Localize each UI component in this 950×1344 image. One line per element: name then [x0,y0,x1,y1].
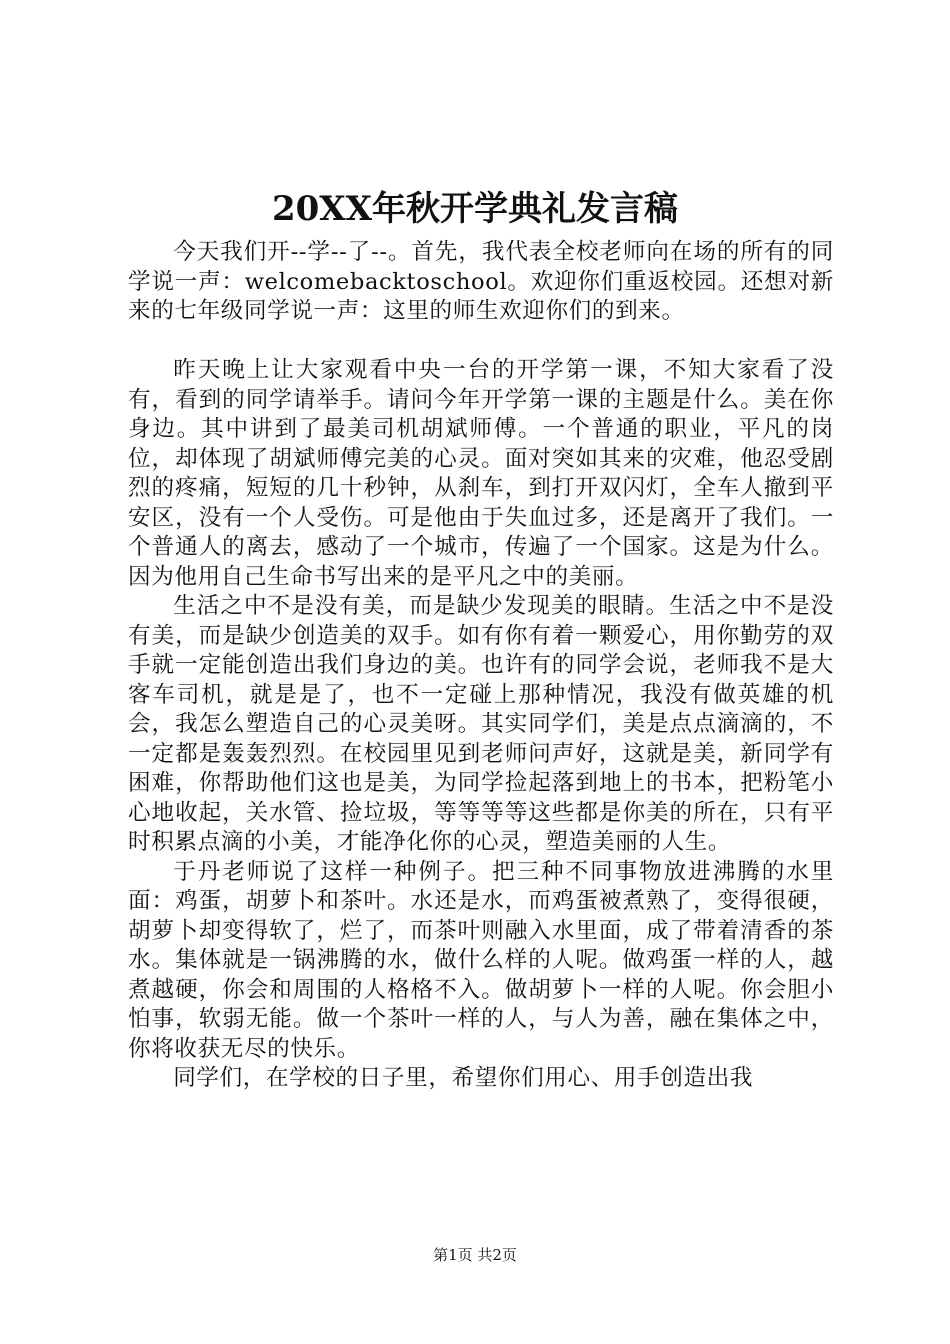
paragraph-3: 生活之中不是没有美，而是缺少发现美的眼睛。生活之中不是没有美，而是缺少创造美的双手。如有你有着一颗爱心，用你勤劳的双手就一定能创造出我们身边的美。也许有的同学会说，老师我不是大客车司机，就是是了，也不一定碰上那种情况，我没有做英雄的机会，我怎么塑造自己的心灵美呀。其实同学们，美是点点滴滴的，不一定都是轰轰烈烈。在校园里见到老师问声好，这就是美，新同学有困难，你帮助他们这也是美，为同学捡起落到地上的书本，把粉笔小心地收起，关水管、捡垃圾，等等等等这些都是你美的所在，只有平时积累点滴的小美，才能净化你的心灵，塑造美丽的人生。 [128,593,834,855]
paragraph-4: 于丹老师说了这样一种例子。把三种不同事物放进沸腾的水里面：鸡蛋，胡萝卜和茶叶。水还是水，而鸡蛋被煮熟了，变得很硬，胡萝卜却变得软了，烂了，而茶叶则融入水里面，成了带着清香的茶水。集体就是一锅沸腾的水，做什么样的人呢。做鸡蛋一样的人，越煮越硬，你会和周围的人格格不入。做胡萝卜一样的人呢。你会胆小怕事，软弱无能。做一个茶叶一样的人，与人为善，融在集体之中，你将收获无尽的快乐。 [128,858,834,1062]
paragraph-1: 今天我们开--学--了--。首先，我代表全校老师向在场的所有的同学说一声：welcomebacktoschool。欢迎你们重返校园。还想对新来的七年级同学说一声：这里的师生欢迎你们的到来。 [128,239,834,324]
paragraph-5: 同学们，在学校的日子里，希望你们用心、用手创造出我 [173,1065,754,1091]
document-title: 20XX年秋开学典礼发言稿 [271,189,679,229]
paragraph-2: 昨天晚上让大家观看中央一台的开学第一课，不知大家看了没有，看到的同学请举手。请问今年开学第一课的主题是什么。美在你身边。其中讲到了最美司机胡斌师傅。一个普通的职业，平凡的岗位，却体现了胡斌师傅完美的心灵。面对突如其来的灾难，他忍受剧烈的疼痛，短短的几十秒钟，从刹车，到打开双闪灯，全车人撤到平安区，没有一个人受伤。可是他由于失血过多，还是离开了我们。一个普通人的离去，感动了一个城市，传遍了一个国家。这是为什么。因为他用自己生命书写出来的是平凡之中的美丽。 [128,357,834,590]
document-body [128,238,834,1094]
page-number: 第1页 共2页 [433,1246,517,1264]
